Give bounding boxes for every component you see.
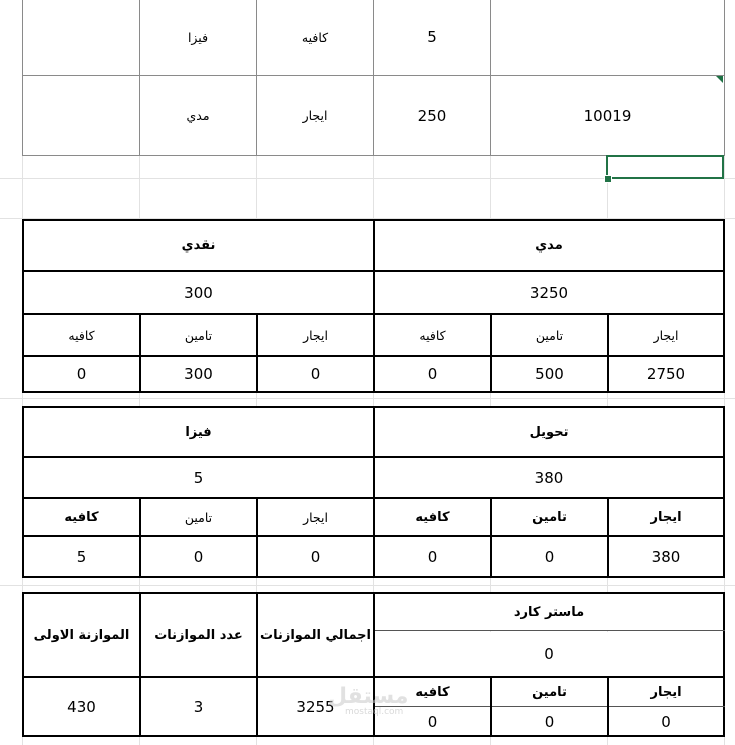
watermark-caption: mostaql.com bbox=[345, 707, 404, 717]
section-header-mastercard[interactable] bbox=[375, 594, 723, 630]
summary-header[interactable] bbox=[258, 594, 373, 676]
cell[interactable] bbox=[373, 0, 491, 76]
sub-header[interactable] bbox=[141, 499, 256, 535]
cell-value: 0 bbox=[427, 365, 438, 383]
cell[interactable] bbox=[22, 75, 140, 156]
sub-header[interactable] bbox=[258, 499, 373, 535]
sub-header[interactable] bbox=[492, 499, 607, 535]
value-cell[interactable] bbox=[24, 357, 139, 391]
cell[interactable] bbox=[373, 75, 491, 156]
divider bbox=[607, 313, 609, 393]
cell-value: 3 bbox=[193, 697, 204, 716]
summary-header-text: الموازنة الاولى bbox=[33, 627, 130, 643]
sub-header-text: ايجار bbox=[650, 684, 682, 700]
value-cell[interactable] bbox=[141, 357, 256, 391]
divider bbox=[607, 497, 609, 578]
value-cell[interactable] bbox=[492, 357, 607, 391]
summary-header[interactable] bbox=[141, 594, 256, 676]
sub-header[interactable] bbox=[258, 315, 373, 355]
cell-value: 0 bbox=[427, 547, 438, 566]
sub-header[interactable] bbox=[609, 678, 723, 706]
divider bbox=[22, 270, 725, 272]
sub-header-text: تامين bbox=[532, 684, 567, 700]
sub-header-text: ايجار bbox=[650, 509, 682, 525]
sub-header-text: كافيه bbox=[419, 327, 446, 343]
cell-value: 0 bbox=[427, 712, 438, 731]
cell-text: فيزا bbox=[187, 29, 209, 45]
cell-value: 380 bbox=[651, 547, 681, 566]
total-value: 5 bbox=[193, 468, 204, 487]
divider bbox=[375, 630, 725, 631]
cell-value: 500 bbox=[535, 365, 564, 383]
divider bbox=[375, 706, 725, 707]
value-cell[interactable] bbox=[258, 537, 373, 576]
sub-header-text: كافيه bbox=[415, 684, 450, 700]
sub-header-text: كافيه bbox=[64, 509, 99, 525]
summary-header-text: عدد الموازنات bbox=[154, 627, 243, 643]
value-cell[interactable] bbox=[258, 357, 373, 391]
header-text: مدي bbox=[535, 238, 563, 253]
section-total[interactable] bbox=[375, 272, 723, 313]
cell-value: 5 bbox=[427, 28, 437, 46]
section-header-cash[interactable] bbox=[24, 221, 373, 270]
comment-indicator-icon bbox=[716, 76, 723, 83]
cell-value: 430 bbox=[67, 697, 96, 716]
cell-value: 300 bbox=[184, 365, 213, 383]
sub-header[interactable] bbox=[24, 499, 139, 535]
value-cell[interactable] bbox=[609, 357, 723, 391]
section-header-mada[interactable] bbox=[375, 221, 723, 270]
divider bbox=[256, 313, 258, 393]
header-text: ماستر كارد bbox=[513, 604, 585, 620]
divider bbox=[373, 219, 375, 393]
header-text: فيزا bbox=[185, 424, 212, 440]
cell[interactable] bbox=[490, 0, 725, 76]
value-cell[interactable] bbox=[141, 537, 256, 576]
cell[interactable] bbox=[256, 75, 374, 156]
divider bbox=[22, 355, 725, 357]
cell-value: 0 bbox=[193, 547, 204, 566]
sub-header-text: تامين bbox=[184, 327, 213, 343]
sub-header-text: كافيه bbox=[415, 509, 450, 525]
divider bbox=[22, 497, 725, 499]
cell[interactable] bbox=[139, 75, 257, 156]
divider bbox=[490, 313, 492, 393]
watermark-logo: مستقل bbox=[328, 684, 409, 709]
sub-header-text: تامين bbox=[184, 509, 213, 525]
cell[interactable] bbox=[22, 0, 140, 76]
section-total[interactable] bbox=[375, 458, 723, 497]
divider bbox=[139, 313, 141, 393]
value-cell[interactable] bbox=[375, 357, 490, 391]
sub-header[interactable] bbox=[609, 315, 723, 355]
sub-header[interactable] bbox=[24, 315, 139, 355]
header-text: نقدي bbox=[181, 238, 216, 253]
value-cell[interactable] bbox=[375, 537, 490, 576]
sub-header[interactable] bbox=[492, 678, 607, 706]
fill-handle[interactable] bbox=[604, 175, 612, 183]
section-header-visa[interactable] bbox=[24, 408, 373, 456]
cell-value: 250 bbox=[417, 106, 447, 125]
divider bbox=[607, 676, 609, 737]
cell-value: 10019 bbox=[583, 106, 632, 125]
sub-header[interactable] bbox=[492, 315, 607, 355]
sub-header-text: تامين bbox=[535, 327, 564, 343]
cell-value: 3255 bbox=[296, 697, 335, 716]
cell-value: 0 bbox=[310, 547, 321, 566]
cell-value: 0 bbox=[310, 365, 321, 383]
value-cell[interactable] bbox=[492, 537, 607, 576]
section-total[interactable] bbox=[24, 458, 373, 497]
sub-header-text: كافيه bbox=[68, 327, 95, 343]
sub-header-text: ايجار bbox=[653, 327, 679, 343]
total-value: 0 bbox=[544, 645, 554, 663]
cell-value: 0 bbox=[544, 712, 555, 731]
value-cell[interactable] bbox=[609, 537, 723, 576]
sub-header[interactable] bbox=[375, 315, 490, 355]
summary-header[interactable] bbox=[24, 594, 139, 676]
total-value: 380 bbox=[534, 468, 564, 487]
divider bbox=[375, 676, 725, 678]
divider bbox=[139, 497, 141, 578]
cell-value: 0 bbox=[544, 547, 555, 566]
header-text: تحويل bbox=[529, 424, 569, 440]
cell-value: 0 bbox=[661, 712, 671, 731]
section-total[interactable] bbox=[375, 632, 723, 676]
cell-value: 0 bbox=[76, 365, 87, 383]
divider bbox=[22, 456, 725, 458]
value-cell[interactable] bbox=[492, 708, 607, 735]
divider bbox=[373, 406, 375, 578]
cell-value: 2750 bbox=[646, 365, 686, 383]
cell-text: كافيه bbox=[301, 29, 329, 45]
divider bbox=[22, 676, 375, 678]
cell[interactable] bbox=[139, 0, 257, 76]
total-value: 3250 bbox=[529, 283, 569, 302]
cell[interactable] bbox=[490, 75, 725, 156]
cell-text: مدي bbox=[186, 108, 210, 123]
section-total[interactable] bbox=[24, 272, 373, 313]
summary-value[interactable] bbox=[24, 678, 139, 735]
gridline bbox=[0, 398, 735, 399]
sub-header[interactable] bbox=[609, 499, 723, 535]
divider bbox=[256, 592, 258, 737]
total-value: 300 bbox=[184, 283, 213, 302]
summary-header-text: اجمالي الموازنات bbox=[260, 627, 371, 643]
divider bbox=[22, 535, 725, 537]
value-cell[interactable] bbox=[609, 708, 723, 735]
divider bbox=[490, 676, 492, 737]
summary-value[interactable] bbox=[141, 678, 256, 735]
divider bbox=[490, 497, 492, 578]
sub-header[interactable] bbox=[141, 315, 256, 355]
selected-cell[interactable] bbox=[606, 155, 724, 179]
divider bbox=[139, 592, 141, 737]
cell[interactable] bbox=[256, 0, 374, 76]
gridline bbox=[0, 585, 735, 586]
sub-header-text: ايجار bbox=[303, 509, 328, 525]
cell-text: ايجار bbox=[302, 108, 328, 123]
value-cell[interactable] bbox=[24, 537, 139, 576]
divider bbox=[256, 497, 258, 578]
gridline bbox=[0, 218, 735, 219]
sub-header-text: تامين bbox=[532, 509, 567, 525]
section-header-transfer[interactable] bbox=[375, 408, 723, 456]
sub-header[interactable] bbox=[375, 499, 490, 535]
cell-value: 5 bbox=[76, 547, 87, 566]
sub-header-text: ايجار bbox=[303, 327, 328, 343]
divider bbox=[22, 313, 725, 315]
